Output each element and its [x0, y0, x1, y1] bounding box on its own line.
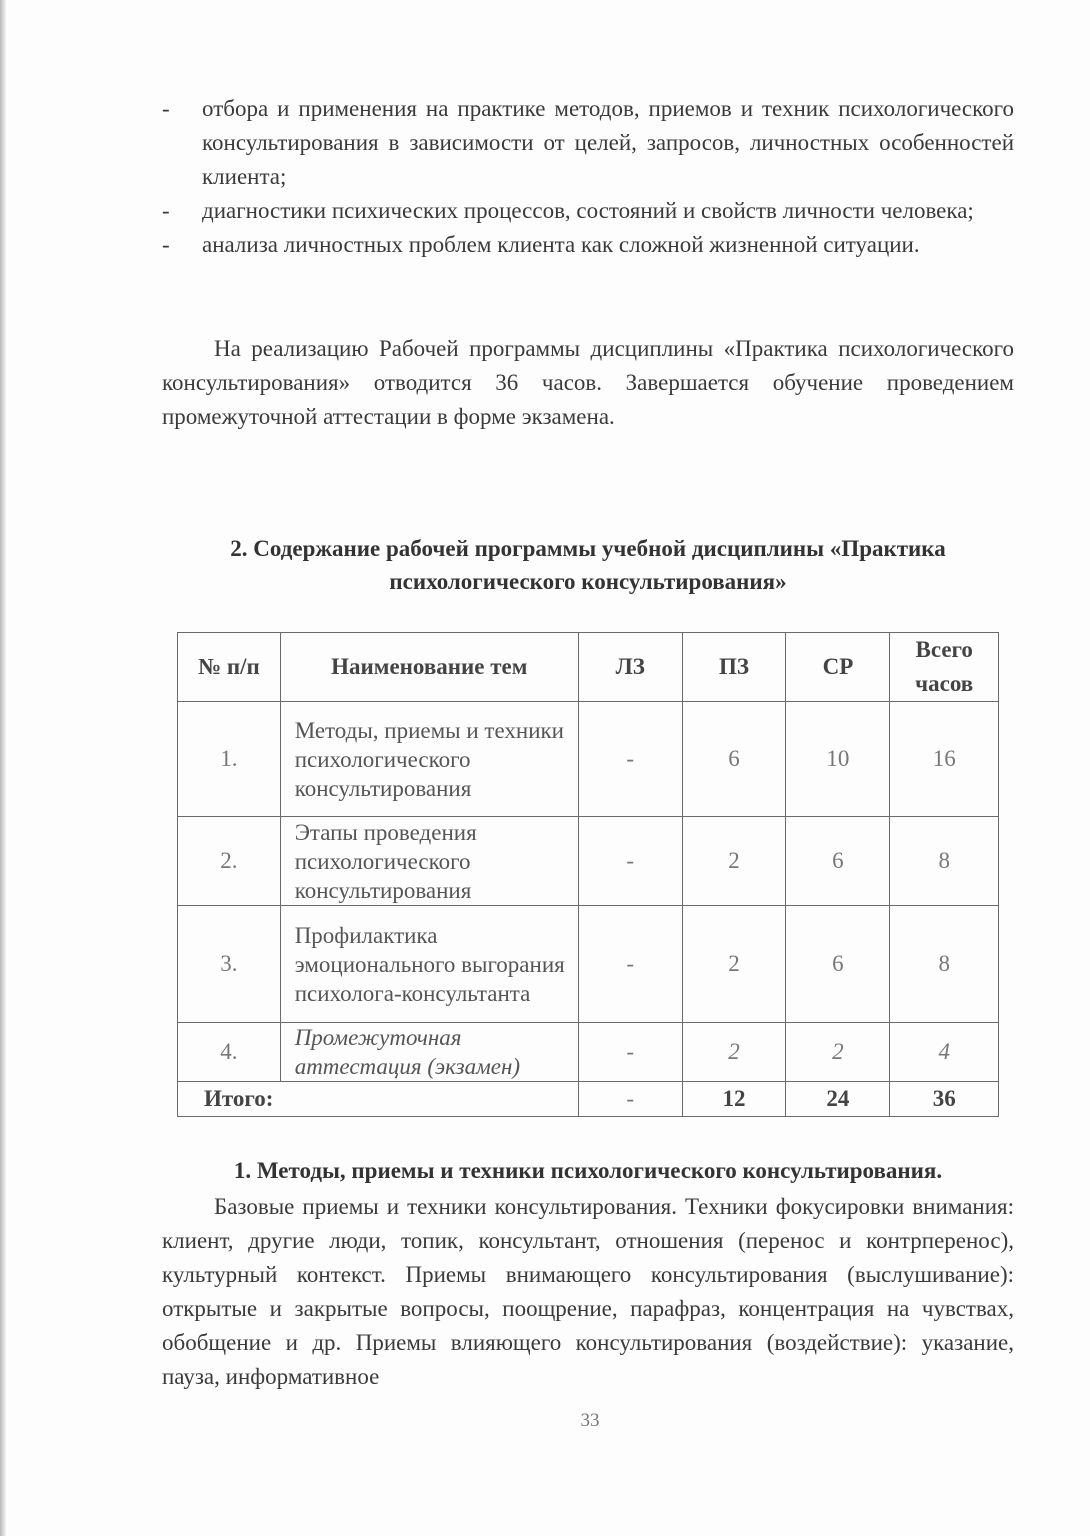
bullet-marker: - [162, 198, 170, 223]
topics-table [177, 632, 999, 1117]
bullet-marker: - [162, 232, 170, 257]
header-total-hours: Всего часов [890, 633, 999, 702]
cell-sr: 6 [786, 817, 890, 906]
cell-topic-name: Методы, приемы и техники психологического консультирования [280, 702, 578, 817]
total-pz: 12 [682, 1082, 786, 1117]
cell-pz: 2 [682, 817, 786, 906]
cell-lz: - [578, 817, 682, 906]
list-item-text: анализа личностных проблем клиента как сложной жизненной ситуации. [202, 232, 920, 257]
header-sr: СР [786, 633, 890, 702]
topic-subheading: 1. Методы, приемы и техники психологического консультирования. [233, 1158, 943, 1183]
cell-number: 3. [178, 906, 281, 1023]
scan-edge-shadow [0, 0, 6, 1536]
hours-paragraph: На реализацию Рабочей программы дисциплины «Практика психологического консультирования» отводится 36 часов. Завершается обучение проведением промежуточной аттестации в форме экзамена. [162, 336, 1014, 429]
cell-pz: 2 [682, 1023, 786, 1082]
table-row [178, 1023, 999, 1082]
section-heading-line-1: 2. Содержание рабочей программы учебной дисциплины «Практика [230, 536, 946, 561]
bullet-marker: - [162, 96, 170, 121]
header-number: № п/п [178, 633, 281, 702]
total-label: Итого: [178, 1082, 579, 1117]
table-row [178, 817, 999, 906]
skills-bullet-list [162, 92, 1014, 262]
cell-topic-name: Профилактика эмоционального выгорания психолога-консультанта [280, 906, 578, 1023]
table-total-row [178, 1082, 999, 1117]
table-row [178, 906, 999, 1023]
cell-sr: 6 [786, 906, 890, 1023]
cell-number: 4. [178, 1023, 281, 1082]
cell-lz: - [578, 702, 682, 817]
cell-total: 16 [890, 702, 999, 817]
cell-total: 4 [890, 1023, 999, 1082]
header-pz: ПЗ [682, 633, 786, 702]
total-sr: 24 [786, 1082, 890, 1117]
cell-lz: - [578, 906, 682, 1023]
list-item-text: отбора и применения на практике методов, приемов и техник психологического консультирования в зависимости от целей, запросов, личностных особенностей клиента; [202, 96, 1014, 189]
topic-paragraph: Базовые приемы и техники консультирования. Техники фокусировки внимания: клиент, другие люди, топик, консультант, отношения (перенос и контрперенос), культурный контекст. Приемы внимающего консультирования (выслушивание): открытые и закрытые вопросы, поощрение, парафраз, концентрация на чувствах, обобщение и др. Приемы влияющего консультирования (воздействие): указание, пауза, информативное [162, 1194, 1014, 1389]
list-item [162, 92, 1014, 194]
cell-topic-name: Промежуточная аттестация (экзамен) [280, 1023, 578, 1082]
list-item [162, 228, 1014, 262]
cell-total: 8 [890, 817, 999, 906]
header-topic-name: Наименование тем [280, 633, 578, 702]
section-heading [162, 532, 1014, 598]
total-hours: 36 [890, 1082, 999, 1117]
header-lz: ЛЗ [578, 633, 682, 702]
cell-sr: 2 [786, 1023, 890, 1082]
cell-lz: - [578, 1023, 682, 1082]
cell-pz: 2 [682, 906, 786, 1023]
cell-topic-name: Этапы проведения психологического консультирования [280, 817, 578, 906]
list-item-text: диагностики психических процессов, состояний и свойств личности человека; [202, 198, 974, 223]
page-number: 33 [580, 1410, 600, 1431]
cell-number: 1. [178, 702, 281, 817]
table-header-row [178, 633, 999, 702]
cell-sr: 10 [786, 702, 890, 817]
table-row [178, 702, 999, 817]
cell-pz: 6 [682, 702, 786, 817]
list-item [162, 194, 1014, 228]
cell-total: 8 [890, 906, 999, 1023]
cell-number: 2. [178, 817, 281, 906]
total-lz: - [578, 1082, 682, 1117]
section-heading-line-2: психологического консультирования» [389, 569, 787, 594]
